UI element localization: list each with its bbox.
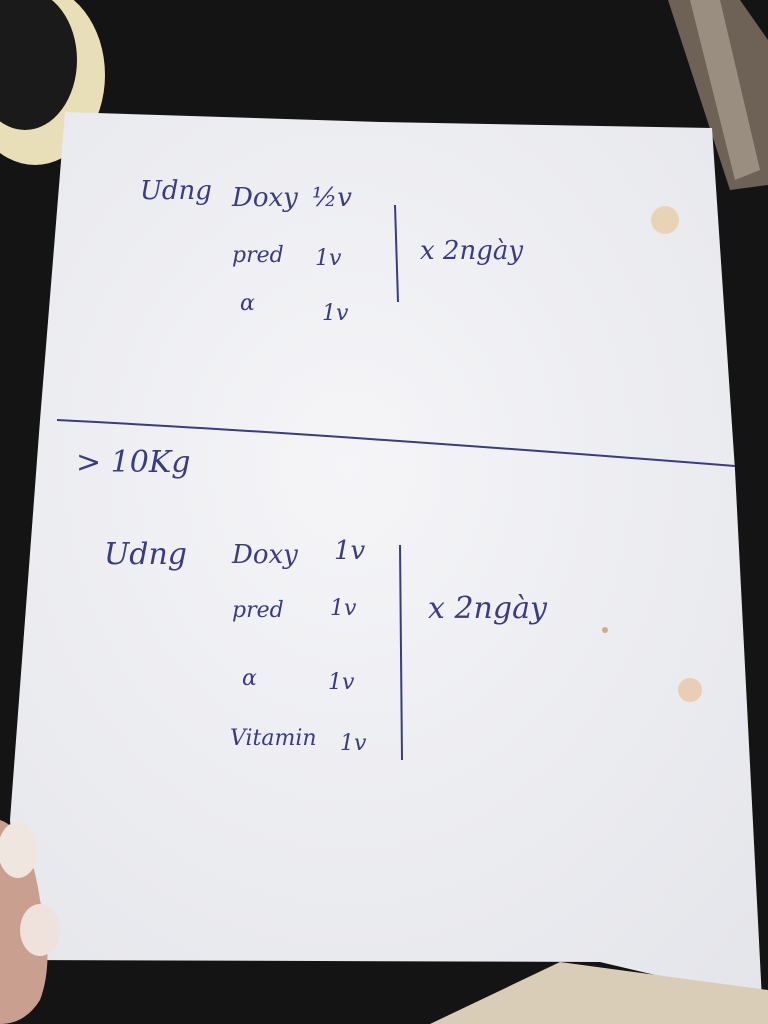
section2-duration: x 2ngày	[428, 591, 547, 626]
section1-med-1-dose: ½v	[312, 183, 352, 213]
section1-duration: x 2ngày	[420, 236, 524, 266]
weight-label: > 10Kg	[76, 445, 191, 480]
section1-med-3-dose: 1v	[322, 301, 349, 326]
section1-med-2-dose: 1v	[315, 246, 342, 271]
stain	[651, 206, 679, 234]
section2-header: Udng	[104, 537, 188, 572]
section2-med-3-dose: 1v	[328, 670, 355, 695]
section2-med-1-dose: 1v	[334, 536, 366, 566]
section2-med-3-name: α	[242, 666, 257, 691]
section1-med-2-name: pred	[232, 243, 284, 268]
section1-header: Udng	[140, 176, 212, 206]
section2-med-4-dose: 1v	[340, 731, 367, 756]
section1-med-3-name: α	[240, 291, 255, 316]
section2-med-4-name: Vitamin	[230, 726, 317, 751]
section2-med-1-name: Doxy	[232, 540, 298, 570]
section2-med-2-name: pred	[232, 598, 284, 623]
stain	[602, 627, 608, 633]
section2-med-2-dose: 1v	[330, 596, 357, 621]
section1-med-1-name: Doxy	[232, 183, 298, 213]
stain	[678, 678, 702, 702]
